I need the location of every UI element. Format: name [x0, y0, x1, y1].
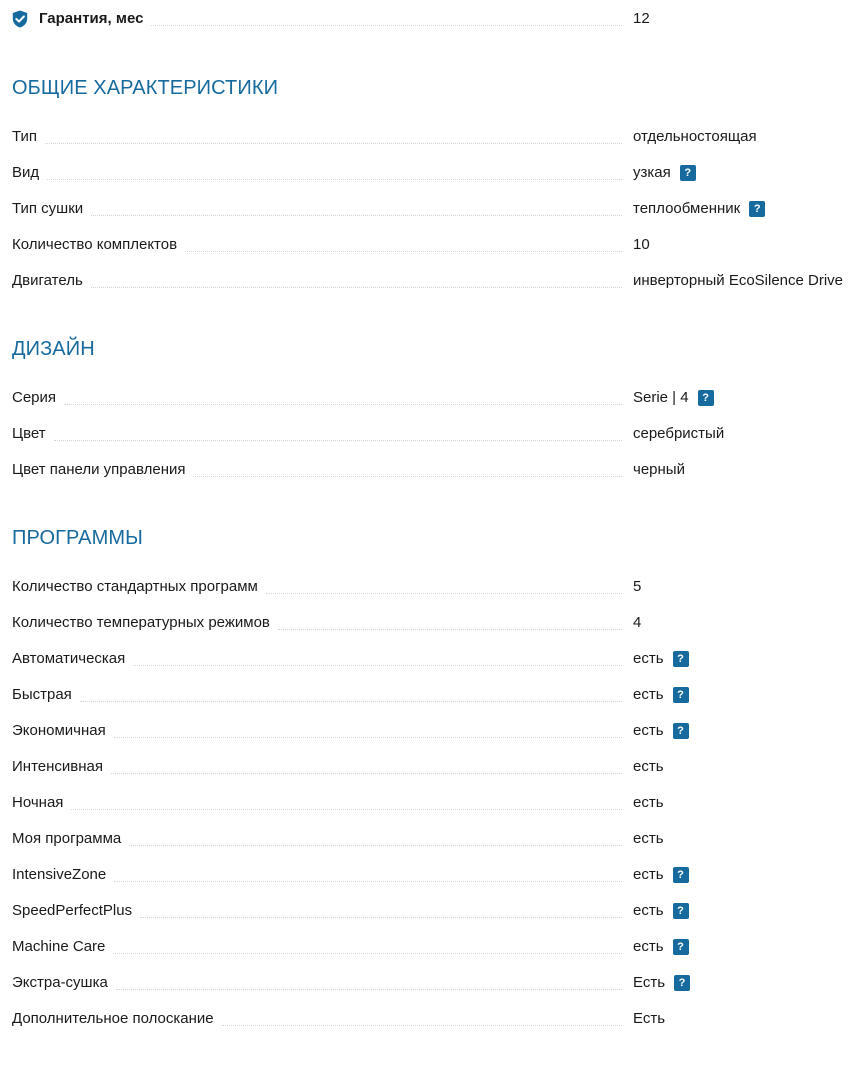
spec-value	[633, 161, 696, 185]
spec-label: Тип	[12, 125, 45, 149]
spec-row	[12, 125, 859, 149]
section-title-general: ОБЩИЕ ХАРАКТЕРИСТИКИ	[12, 77, 279, 99]
spec-label: Серия	[12, 386, 64, 410]
spec-row	[12, 422, 859, 446]
spec-name	[12, 719, 622, 743]
spec-value-text: теплообменник	[633, 200, 741, 217]
leader-dots	[278, 629, 622, 630]
spec-value	[633, 197, 765, 221]
spec-name	[12, 935, 622, 959]
spec-value-text: есть	[633, 650, 664, 667]
spec-value-text: Serie | 4	[633, 389, 689, 406]
spec-value-text: отдельностоящая	[633, 128, 757, 145]
help-icon[interactable]: ?	[749, 201, 765, 217]
spec-value	[633, 647, 689, 671]
spec-row	[12, 269, 859, 293]
spec-row	[12, 971, 859, 995]
spec-row	[12, 197, 859, 221]
leader-dots	[133, 665, 622, 666]
spec-label: Экономичная	[12, 719, 114, 743]
spec-row	[12, 458, 859, 482]
leader-dots	[111, 773, 622, 774]
spec-value	[633, 422, 724, 446]
leader-dots	[185, 251, 622, 252]
spec-value	[633, 233, 650, 257]
help-icon[interactable]: ?	[673, 651, 689, 667]
spec-row	[12, 755, 859, 779]
help-icon[interactable]: ?	[673, 687, 689, 703]
spec-value-text: есть	[633, 938, 664, 955]
spec-row	[12, 863, 859, 887]
spec-value-text: Есть	[633, 1010, 666, 1027]
leader-dots	[113, 953, 622, 954]
spec-name	[12, 233, 622, 257]
leader-dots	[45, 143, 622, 144]
spec-name	[12, 386, 622, 410]
spec-value	[633, 458, 685, 482]
spec-value-text: 4	[633, 614, 642, 631]
spec-label: Двигатель	[12, 269, 91, 293]
spec-name	[12, 827, 622, 851]
spec-label: Вид	[12, 161, 47, 185]
spec-value-text: Есть	[633, 974, 666, 991]
spec-value	[633, 863, 689, 887]
leader-dots	[193, 476, 622, 477]
spec-value	[633, 971, 690, 995]
spec-name	[12, 422, 622, 446]
spec-value	[633, 755, 664, 779]
spec-row	[12, 575, 859, 599]
spec-row-warranty	[12, 7, 859, 31]
spec-value	[633, 575, 641, 599]
help-icon[interactable]: ?	[698, 390, 714, 406]
leader-dots	[71, 809, 622, 810]
spec-label: Количество стандартных программ	[12, 575, 266, 599]
spec-value	[633, 683, 689, 707]
spec-label: Тип сушки	[12, 197, 91, 221]
spec-name	[12, 899, 622, 923]
spec-row	[12, 1007, 859, 1031]
spec-value	[633, 791, 664, 815]
spec-name	[12, 575, 622, 599]
spec-value-text: 5	[633, 578, 642, 595]
spec-name	[12, 863, 622, 887]
spec-label: Быстрая	[12, 683, 80, 707]
spec-name	[12, 755, 622, 779]
spec-value-text: есть	[633, 830, 664, 847]
spec-value	[633, 611, 641, 635]
spec-row	[12, 791, 859, 815]
spec-value	[633, 269, 843, 293]
help-icon[interactable]: ?	[674, 975, 690, 991]
spec-row	[12, 935, 859, 959]
leader-dots	[91, 215, 622, 216]
section-title-design: ДИЗАЙН	[12, 338, 95, 360]
spec-label: IntensiveZone	[12, 863, 114, 887]
shield-check-icon	[12, 10, 28, 28]
spec-row	[12, 611, 859, 635]
spec-label: Моя программа	[12, 827, 129, 851]
spec-value-text: есть	[633, 686, 664, 703]
spec-value	[633, 935, 689, 959]
spec-label: Ночная	[12, 791, 71, 815]
spec-label: SpeedPerfectPlus	[12, 899, 140, 923]
spec-value-text: есть	[633, 758, 664, 775]
spec-row	[12, 899, 859, 923]
spec-value-text: есть	[633, 794, 664, 811]
leader-dots	[129, 845, 622, 846]
spec-row	[12, 386, 859, 410]
spec-name	[12, 971, 622, 995]
spec-label: Гарантия, мес	[39, 10, 144, 27]
spec-value	[633, 899, 689, 923]
spec-row	[12, 827, 859, 851]
help-icon[interactable]: ?	[673, 939, 689, 955]
spec-label: Цвет панели управления	[12, 458, 193, 482]
leader-dots	[140, 917, 622, 918]
spec-label: Автоматическая	[12, 647, 133, 671]
spec-value	[633, 1007, 665, 1031]
spec-value-text: серебристый	[633, 425, 725, 442]
spec-name	[12, 611, 622, 635]
spec-name	[12, 458, 622, 482]
help-icon[interactable]: ?	[673, 867, 689, 883]
spec-value-text: есть	[633, 902, 664, 919]
spec-name	[12, 791, 622, 815]
spec-label: Количество температурных режимов	[12, 611, 278, 635]
help-icon[interactable]: ?	[680, 165, 696, 181]
spec-row	[12, 719, 859, 743]
leader-dots	[116, 989, 622, 990]
spec-label: Количество комплектов	[12, 233, 185, 257]
spec-label: Цвет	[12, 422, 54, 446]
spec-row	[12, 233, 859, 257]
spec-value-text: 10	[633, 236, 650, 253]
spec-name	[12, 197, 622, 221]
spec-value-text: инверторный EcoSilence Drive	[633, 272, 844, 289]
leader-dots	[222, 1025, 622, 1026]
spec-name	[12, 161, 622, 185]
spec-label: Machine Care	[12, 935, 113, 959]
leader-dots	[151, 25, 622, 26]
spec-value-text: есть	[633, 722, 664, 739]
leader-dots	[80, 701, 622, 702]
spec-name	[12, 7, 622, 31]
help-icon[interactable]: ?	[673, 723, 689, 739]
spec-name	[12, 269, 622, 293]
leader-dots	[91, 287, 622, 288]
spec-value	[633, 719, 689, 743]
spec-value-text: есть	[633, 866, 664, 883]
spec-label: Интенсивная	[12, 755, 111, 779]
leader-dots	[47, 179, 622, 180]
spec-label: Экстра-сушка	[12, 971, 116, 995]
leader-dots	[266, 593, 622, 594]
spec-value: 12	[633, 10, 650, 27]
spec-name	[12, 125, 622, 149]
spec-value-text: черный	[633, 461, 685, 478]
help-icon[interactable]: ?	[673, 903, 689, 919]
spec-row	[12, 647, 859, 671]
spec-name	[12, 683, 622, 707]
leader-dots	[114, 737, 622, 738]
spec-name	[12, 1007, 622, 1031]
leader-dots	[64, 404, 622, 405]
spec-name	[12, 647, 622, 671]
section-title-programs: ПРОГРАММЫ	[12, 527, 143, 549]
spec-value	[633, 125, 757, 149]
spec-label: Дополнительное полоскание	[12, 1007, 222, 1031]
spec-value	[633, 827, 664, 851]
spec-value	[633, 386, 714, 410]
spec-value-text: узкая	[633, 164, 671, 181]
spec-row	[12, 161, 859, 185]
spec-row	[12, 683, 859, 707]
leader-dots	[114, 881, 622, 882]
leader-dots	[54, 440, 622, 441]
